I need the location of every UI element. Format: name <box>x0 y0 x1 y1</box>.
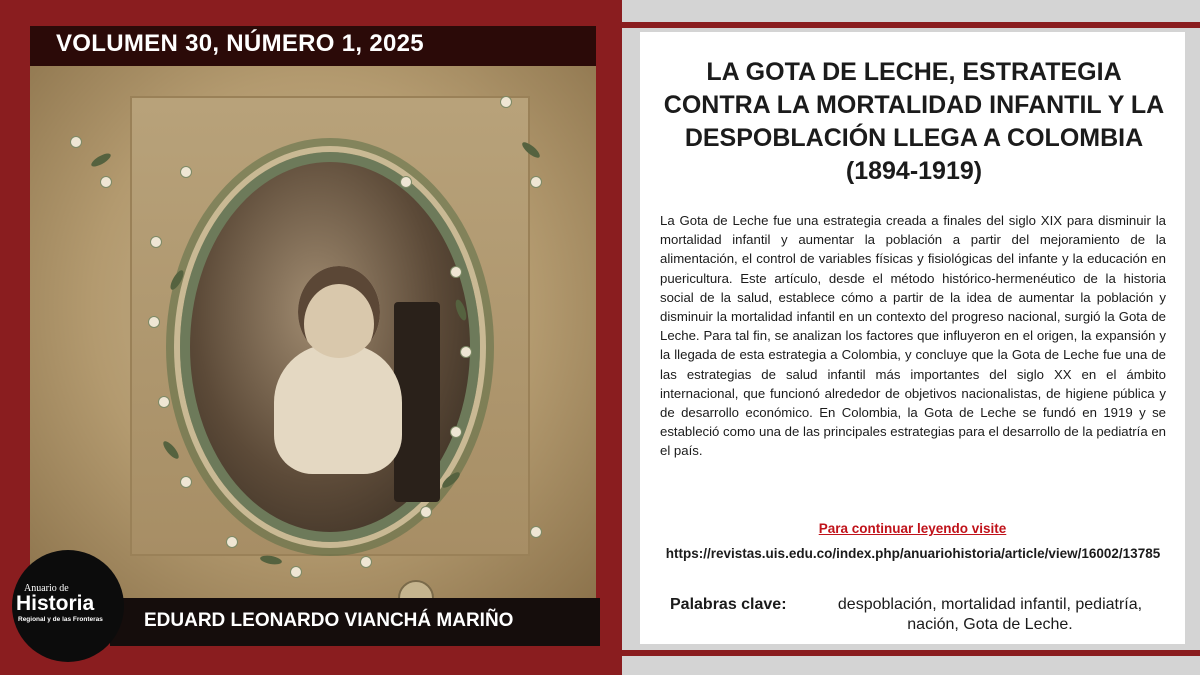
article-title: LA GOTA DE LECHE, ESTRATEGIA CONTRA LA MORTALIDAD INFANTIL Y LA DESPOBLACIÓN LLEGA A COLOMBIA (1894-1919) <box>663 58 1165 185</box>
flower-decoration <box>158 396 170 408</box>
flower-decoration <box>530 526 542 538</box>
flower-decoration <box>360 556 372 568</box>
flower-decoration <box>460 346 472 358</box>
flower-decoration <box>420 506 432 518</box>
volume-label: VOLUMEN 30, NÚMERO 1, 2025 <box>56 30 424 57</box>
keywords-label: Palabras clave: <box>670 596 787 613</box>
flower-decoration <box>100 176 112 188</box>
flower-decoration <box>148 316 160 328</box>
flower-decoration <box>180 476 192 488</box>
logo-top-text: Anuario de <box>24 583 69 594</box>
child-head <box>298 266 380 358</box>
article-card <box>640 32 1185 644</box>
keywords-list: despoblación, mortalidad infantil, pediatría, nación, Gota de Leche. <box>837 596 1143 633</box>
flower-decoration <box>450 426 462 438</box>
flower-decoration <box>450 266 462 278</box>
vintage-baby-photo <box>30 66 596 598</box>
flower-decoration <box>500 96 512 108</box>
author-banner <box>110 598 600 646</box>
article-url[interactable]: https://revistas.uis.edu.co/index.php/anuariohistoria/article/view/16002/13785 <box>665 546 1161 561</box>
flower-decoration <box>530 176 542 188</box>
bottom-divider <box>622 650 1200 656</box>
flower-decoration <box>150 236 162 248</box>
continue-reading-link[interactable]: Para continuar leyendo visite <box>818 521 1007 536</box>
author-name: EDUARD LEONARDO VIANCHÁ MARIÑO <box>144 610 514 631</box>
flower-decoration <box>70 136 82 148</box>
flower-decoration <box>290 566 302 578</box>
flower-decoration <box>400 176 412 188</box>
logo-sub-text: Regional y de las Fronteras <box>18 616 103 623</box>
child-body <box>274 344 402 474</box>
flower-decoration <box>226 536 238 548</box>
photographer-seal <box>398 580 434 598</box>
logo-main-text: Historia <box>16 592 95 615</box>
article-abstract: La Gota de Leche fue una estrategia creada a finales del siglo XIX para disminuir la mortalidad infantil y aumentar la población a partir del mejoramiento de la alimentación, el control de variables físicas y fisiológicas del infante y la educación en puericultura. Este artículo, desde el método histórico-hermenéutico de la historia social de la salud, establece cómo a partir de la idea de aumentar la población y disminuir la mortalidad infantil en un contexto del progreso nacional, surgió la Gota de Leche. Para tal fin, se analizan los factores que influyeron en el origen, la expansión y la llegada de esta estrategia a Colombia, y concluye que la Gota de Leche fue una de las estrategias de salud infantil más importantes del siglo XX en el ámbito internacional, que funcionó alrededor de objetivos nacionalistas, de higiene pública y de desarrollo económico. En Colombia, la Gota de Leche se fundó en 1919 y se estableció como una de las principales estrategias para el desarrollo de la pediatría en el país. <box>660 213 1166 459</box>
flower-decoration <box>180 166 192 178</box>
leaf-decoration <box>89 151 112 169</box>
keywords-block <box>670 595 1160 633</box>
top-divider <box>622 22 1200 28</box>
journal-logo <box>12 550 124 662</box>
volume-banner <box>30 26 596 66</box>
